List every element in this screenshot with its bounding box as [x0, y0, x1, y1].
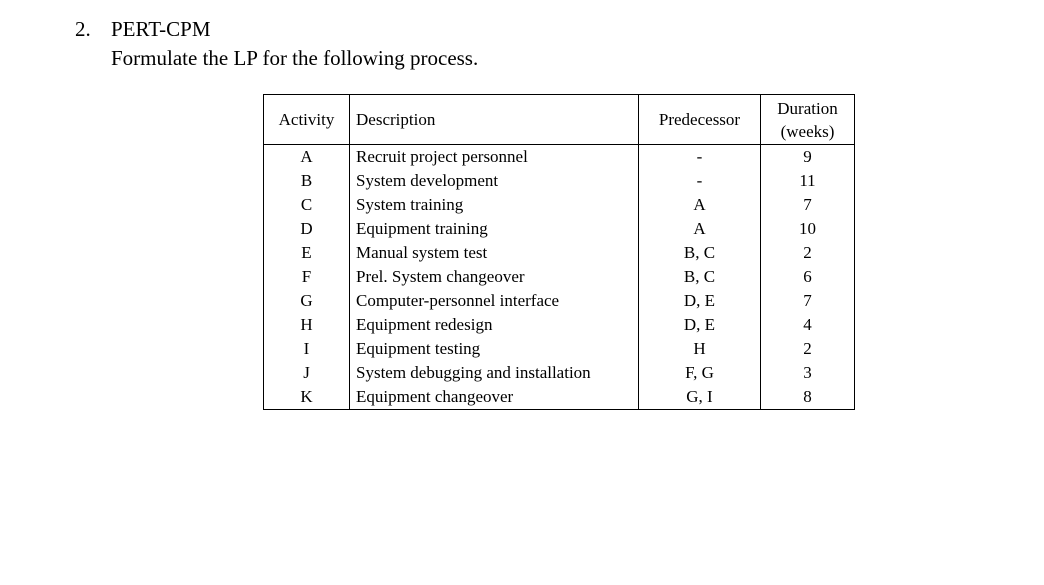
table-row	[264, 313, 855, 337]
activity-cell: A	[264, 145, 350, 170]
table-row	[264, 193, 855, 217]
predecessor-cell: -	[639, 145, 761, 170]
duration-cell: 2	[761, 241, 855, 265]
description-cell: Prel. System changeover	[350, 265, 639, 289]
description-cell: Equipment testing	[350, 337, 639, 361]
predecessor-cell: D, E	[639, 313, 761, 337]
duration-cell: 8	[761, 385, 855, 410]
table-row	[264, 289, 855, 313]
description-cell: Equipment changeover	[350, 385, 639, 410]
activity-cell: C	[264, 193, 350, 217]
table-row	[264, 217, 855, 241]
activity-cell: J	[264, 361, 350, 385]
activity-cell: K	[264, 385, 350, 410]
duration-cell: 7	[761, 193, 855, 217]
predecessor-cell: F, G	[639, 361, 761, 385]
problem-instruction: Formulate the LP for the following process.	[111, 46, 479, 70]
activity-cell: H	[264, 313, 350, 337]
duration-cell: 11	[761, 169, 855, 193]
duration-cell: 3	[761, 361, 855, 385]
problem-number: 2.	[75, 17, 91, 41]
predecessor-cell: G, I	[639, 385, 761, 410]
description-cell: Recruit project personnel	[350, 145, 639, 170]
header-activity: Activity	[264, 95, 350, 145]
activity-cell: I	[264, 337, 350, 361]
table-row	[264, 265, 855, 289]
description-cell: System training	[350, 193, 639, 217]
description-cell: Manual system test	[350, 241, 639, 265]
predecessor-cell: A	[639, 217, 761, 241]
predecessor-cell: D, E	[639, 289, 761, 313]
table-row	[264, 385, 855, 410]
problem-heading	[75, 16, 211, 42]
activity-cell: G	[264, 289, 350, 313]
duration-cell: 9	[761, 145, 855, 170]
activity-table	[263, 94, 855, 410]
activity-cell: B	[264, 169, 350, 193]
predecessor-cell: B, C	[639, 265, 761, 289]
header-duration-unit: (weeks)	[780, 121, 835, 141]
duration-cell: 4	[761, 313, 855, 337]
description-cell: Equipment redesign	[350, 313, 639, 337]
problem-title: PERT-CPM	[111, 17, 211, 41]
duration-cell: 10	[761, 217, 855, 241]
predecessor-cell: H	[639, 337, 761, 361]
table-row	[264, 337, 855, 361]
description-cell: System debugging and installation	[350, 361, 639, 385]
header-duration-label: Duration	[777, 98, 838, 118]
activity-cell: F	[264, 265, 350, 289]
header-predecessor: Predecessor	[639, 95, 761, 145]
predecessor-cell: B, C	[639, 241, 761, 265]
description-cell: Computer-personnel interface	[350, 289, 639, 313]
predecessor-cell: -	[639, 169, 761, 193]
table-row	[264, 361, 855, 385]
table-body	[264, 145, 855, 410]
header-duration	[761, 95, 855, 145]
table-header-row	[264, 95, 855, 145]
activity-cell: D	[264, 217, 350, 241]
duration-cell: 7	[761, 289, 855, 313]
table-row	[264, 145, 855, 170]
duration-cell: 6	[761, 265, 855, 289]
description-cell: System development	[350, 169, 639, 193]
header-description: Description	[350, 95, 639, 145]
predecessor-cell: A	[639, 193, 761, 217]
description-cell: Equipment training	[350, 217, 639, 241]
table-row	[264, 169, 855, 193]
activity-cell: E	[264, 241, 350, 265]
duration-cell: 2	[761, 337, 855, 361]
table-row	[264, 241, 855, 265]
